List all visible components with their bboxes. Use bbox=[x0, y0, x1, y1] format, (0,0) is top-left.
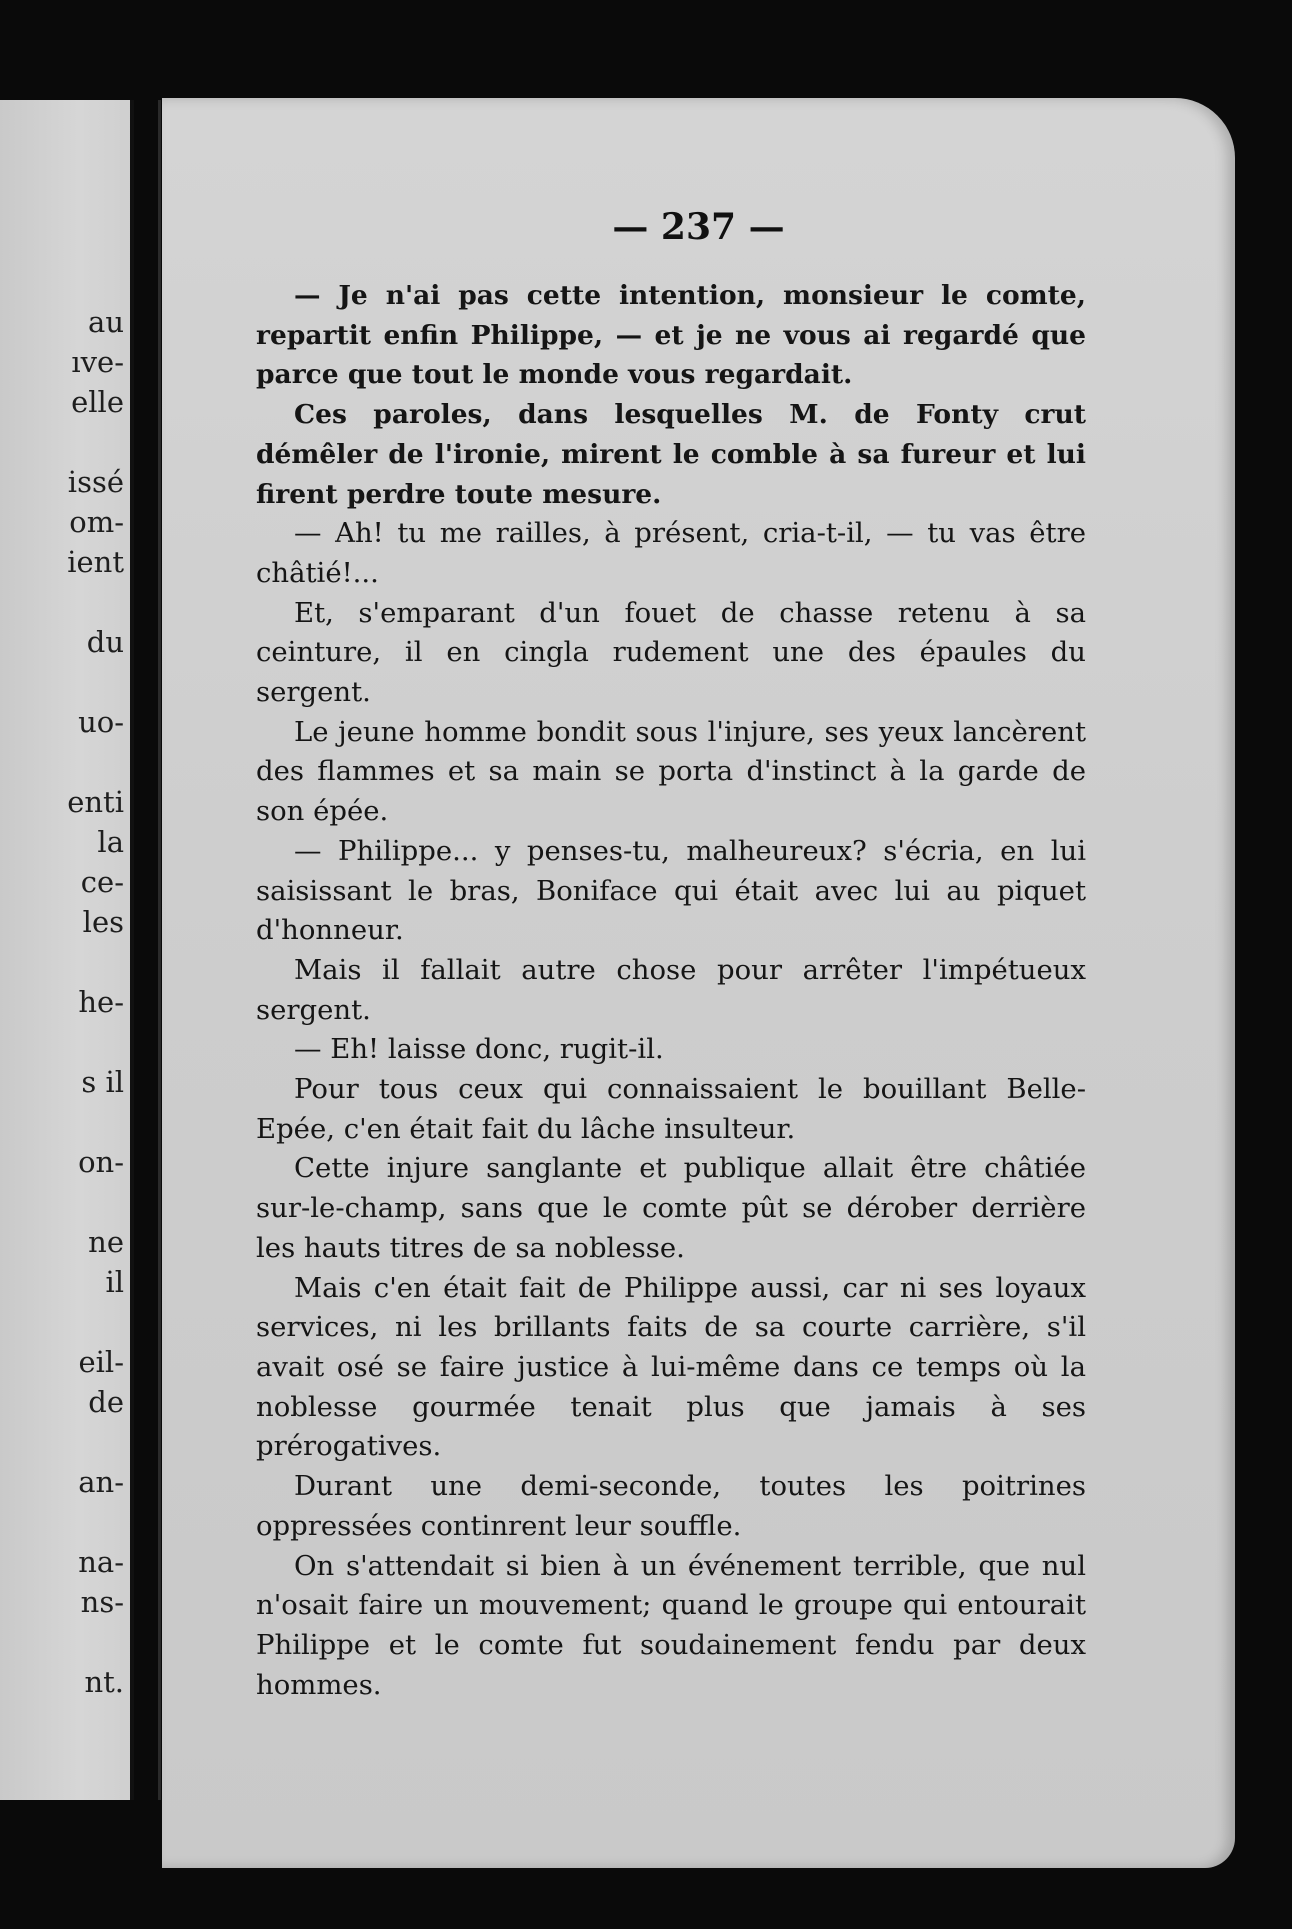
left-fragment: elle bbox=[71, 385, 124, 419]
paragraph: Durant une demi-seconde, toutes les poitrines oppressées continrent leur souffle. bbox=[256, 1470, 1086, 1542]
paragraph: Et, s'emparant d'un fouet de chasse retenu à sa ceinture, il en cingla rudement une des épaules du sergent. bbox=[256, 596, 1086, 709]
left-fragment: la bbox=[97, 825, 124, 859]
left-fragment: ne bbox=[88, 1225, 124, 1259]
left-fragment: ıve- bbox=[71, 345, 124, 379]
left-fragment: du bbox=[86, 625, 124, 659]
left-fragment: ns- bbox=[80, 1585, 124, 1619]
left-fragment: eil- bbox=[78, 1345, 124, 1379]
paragraph: Mais c'en était fait de Philippe aussi, car ni ses loyaux services, ni les brillants faits de sa courte carrière, s'il avait osé se faire justice à lui-même dans ce temps où la noblesse gourmée tenait plus que jamais à ses prérogatives. bbox=[256, 1271, 1086, 1463]
page-body bbox=[256, 276, 1086, 1705]
left-fragment: an- bbox=[78, 1465, 124, 1499]
left-fragment: ient bbox=[67, 545, 124, 579]
paragraph: Le jeune homme bondit sous l'injure, ses yeux lancèrent des flammes et sa main se porta d'instinct à la garde de son épée. bbox=[256, 715, 1086, 828]
paragraph: — Eh! laisse donc, rugit-il. bbox=[294, 1033, 664, 1066]
left-fragment: les bbox=[82, 905, 124, 939]
left-fragment: issé bbox=[67, 465, 124, 499]
left-facing-page bbox=[0, 100, 132, 1800]
left-fragment: enti bbox=[67, 785, 124, 819]
left-fragment: au bbox=[88, 305, 124, 339]
left-fragment: de bbox=[88, 1385, 124, 1419]
left-fragment: il bbox=[105, 1265, 124, 1299]
gutter-shadow bbox=[158, 100, 161, 1800]
paragraph: On s'attendait si bien à un événement terrible, que nul n'osait faire un mouvement; quand le groupe qui entourait Philippe et le comte fut soudainement fendu par deux hommes. bbox=[256, 1549, 1086, 1701]
left-fragment: ce- bbox=[80, 865, 124, 899]
left-fragment: he- bbox=[78, 985, 124, 1019]
paragraph: Ces paroles, dans lesquelles M. de Fonty crut démêler de l'ironie, mirent le comble à sa fureur et lui firent perdre toute mesure. bbox=[256, 399, 1086, 510]
gutter-rule bbox=[130, 100, 134, 1800]
paragraph: Cette injure sanglante et publique allait être châtiée sur-le-champ, sans que le comte pût se dérober derrière les hauts titres de sa noblesse. bbox=[256, 1152, 1086, 1264]
left-fragment: nt. bbox=[84, 1665, 124, 1699]
left-fragment: s il bbox=[81, 1065, 124, 1099]
paragraph: — Ah! tu me railles, à présent, cria-t-il, — tu vas être châtié!... bbox=[256, 517, 1086, 589]
paragraph: — Je n'ai pas cette intention, monsieur le comte, repartit enfin Philippe, — et je ne vous ai regardé que parce que tout le monde vous regardait. bbox=[256, 280, 1086, 391]
left-fragment: uo- bbox=[78, 705, 124, 739]
left-fragment: na- bbox=[78, 1545, 124, 1579]
page-number: — 237 — bbox=[612, 206, 785, 248]
left-fragment: on- bbox=[78, 1145, 124, 1179]
paragraph: — Philippe... y penses-tu, malheureux? s'écria, en lui saisissant le bras, Boniface qui était avec lui au piquet d'honneur. bbox=[256, 834, 1086, 947]
left-fragment: om- bbox=[69, 505, 124, 539]
right-page bbox=[162, 98, 1235, 1868]
left-page-fragments bbox=[0, 100, 128, 1800]
paragraph: Pour tous ceux qui connaissaient le bouillant Belle-Epée, c'en était fait du lâche insulteur. bbox=[256, 1073, 1086, 1145]
paragraph: Mais il fallait autre chose pour arrêter l'impétueux sergent. bbox=[256, 953, 1086, 1026]
